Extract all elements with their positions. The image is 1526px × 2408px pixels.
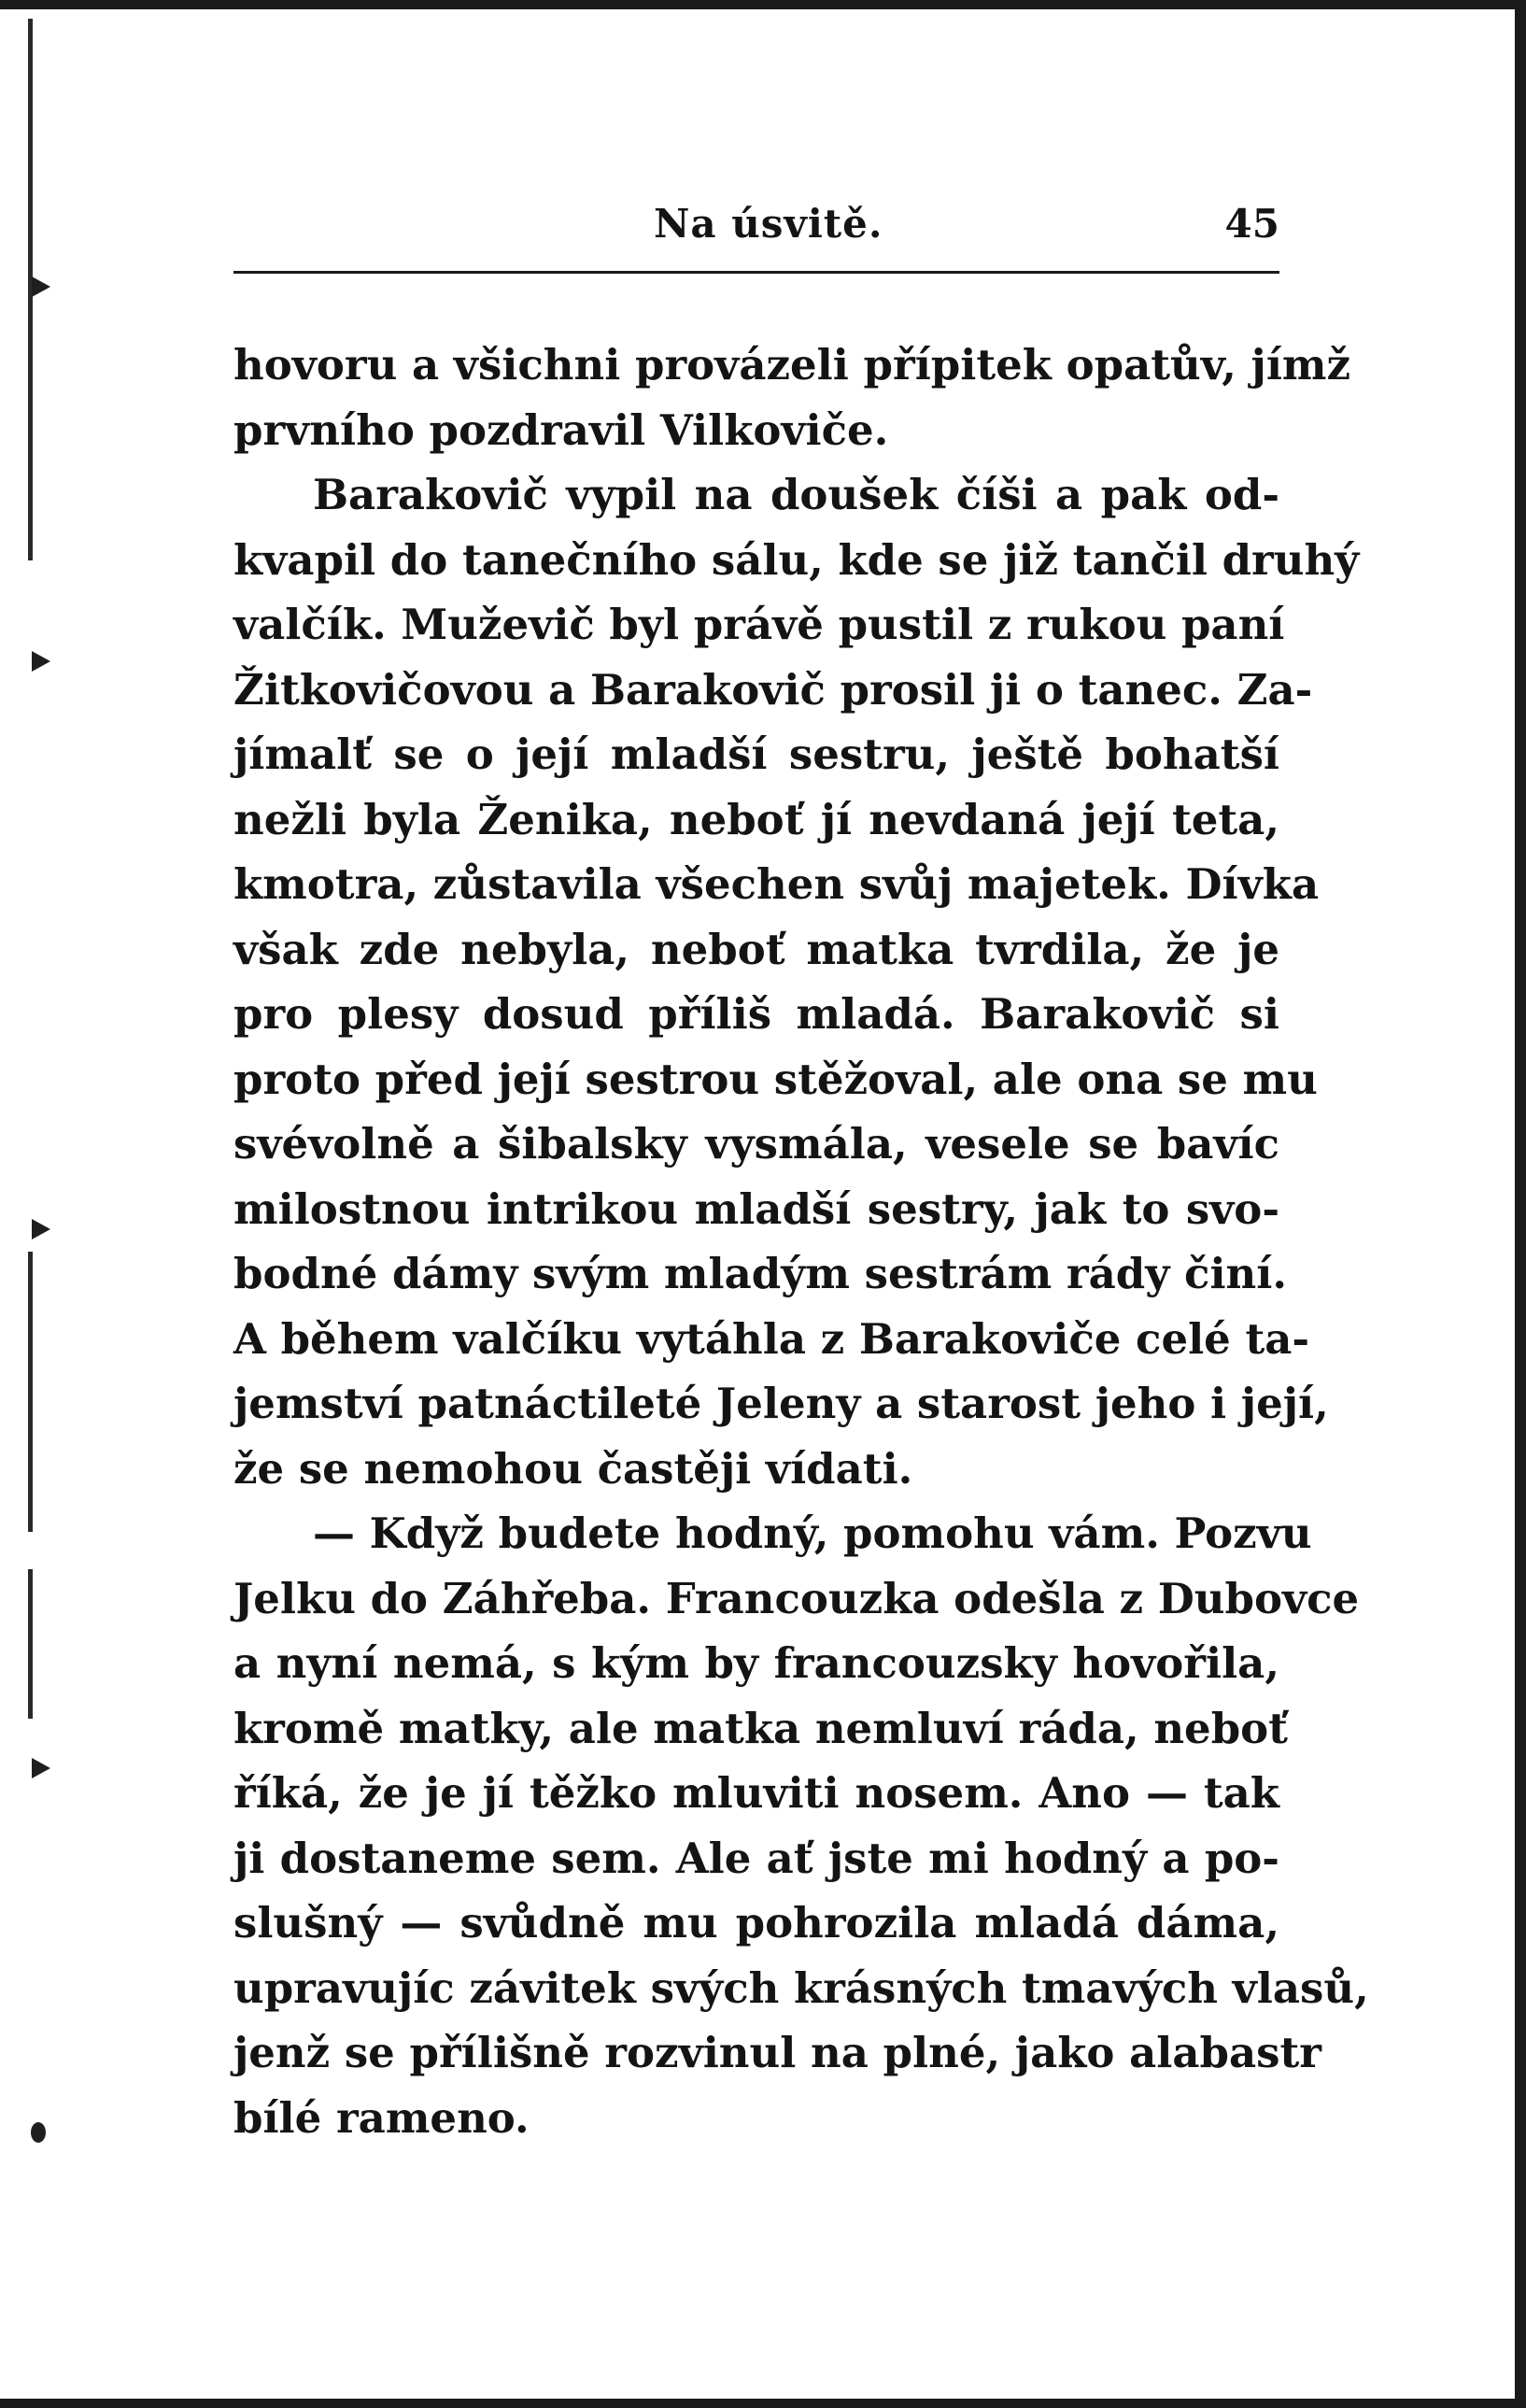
body-text [233, 333, 1369, 2150]
text-line: A během valčíku vytáhla z Barakoviče celé ta- [233, 1313, 1310, 1364]
text-line: říká, že je jí těžko mluviti nosem. Ano — tak [233, 1768, 1279, 1818]
text-line: milostnou intrikou mladší sestry, jak to svo- [233, 1183, 1279, 1234]
text-line: prvního pozdravil Vilkoviče. [233, 404, 889, 455]
running-title: Na úsvitě. [654, 201, 883, 247]
text-line: svévolně a šibalsky vysmála, vesele se bavíc [233, 1119, 1279, 1169]
text-line: bodné dámy svým mladým sestrám rády činí. [233, 1249, 1288, 1298]
text-line: kromě matky, ale matka nemluví ráda, neboť [233, 1703, 1288, 1753]
text-line: valčík. Muževič byl právě pustil z rukou paní [233, 600, 1285, 649]
text-line: bílé rameno. [233, 2092, 530, 2143]
text-line: Jelku do Záhřeba. Francouzka odešla z Dubovce [233, 1573, 1360, 1623]
text-line: slušný — svůdně mu pohrozila mladá dáma, [233, 1898, 1279, 1948]
binding-mark-icon [32, 1219, 50, 1239]
text-line: kmotra, zůstavila všechen svůj majetek. Dívka [233, 859, 1320, 909]
text-line: však zde nebyla, neboť matka tvrdila, že je [233, 924, 1279, 974]
binding-dot-icon [31, 2122, 46, 2143]
text-line: jemství patnáctileté Jeleny a starost jeho i její, [233, 1379, 1329, 1428]
text-line: hovoru a všichni provázeli přípitek opatův, jímž [233, 340, 1351, 390]
binding-edge [28, 1252, 33, 1532]
text-line: jenž se přílišně rozvinul na plné, jako alabastr [233, 2028, 1321, 2077]
header-rule [233, 271, 1279, 274]
text-line: Žitkovičovou a Barakovič prosil ji o tanec. Za- [233, 664, 1313, 715]
text-line: jímalť se o její mladší sestru, ještě bohatší [233, 729, 1279, 779]
text-line: — Když budete hodný, pomohu vám. Pozvu [313, 1509, 1312, 1558]
text-line: kvapil do tanečního sálu, kde se již tančil druhý [233, 534, 1360, 585]
page-header [233, 201, 1279, 266]
binding-edge [28, 1569, 33, 1719]
text-line: nežli byla Ženika, neboť jí nevdaná její teta, [233, 794, 1279, 844]
text-line: ji dostaneme sem. Ale ať jste mi hodný a po- [233, 1833, 1279, 1883]
binding-mark-icon [32, 1758, 50, 1778]
text-line: upravujíc závitek svých krásných tmavých vlasů, [233, 1962, 1369, 2013]
binding-mark-icon [32, 276, 50, 297]
text-line: pro plesy dosud příliš mladá. Barakovič si [233, 989, 1279, 1039]
binding-mark-icon [32, 651, 50, 672]
text-line: proto před její sestrou stěžoval, ale ona se mu [233, 1054, 1318, 1104]
text-line: že se nemohou častěji vídati. [233, 1443, 913, 1494]
text-line: a nyní nemá, s kým by francouzsky hovořila, [233, 1638, 1279, 1688]
page-number: 45 [1224, 201, 1279, 247]
text-line: Barakovič vypil na doušek číši a pak od- [313, 470, 1279, 519]
